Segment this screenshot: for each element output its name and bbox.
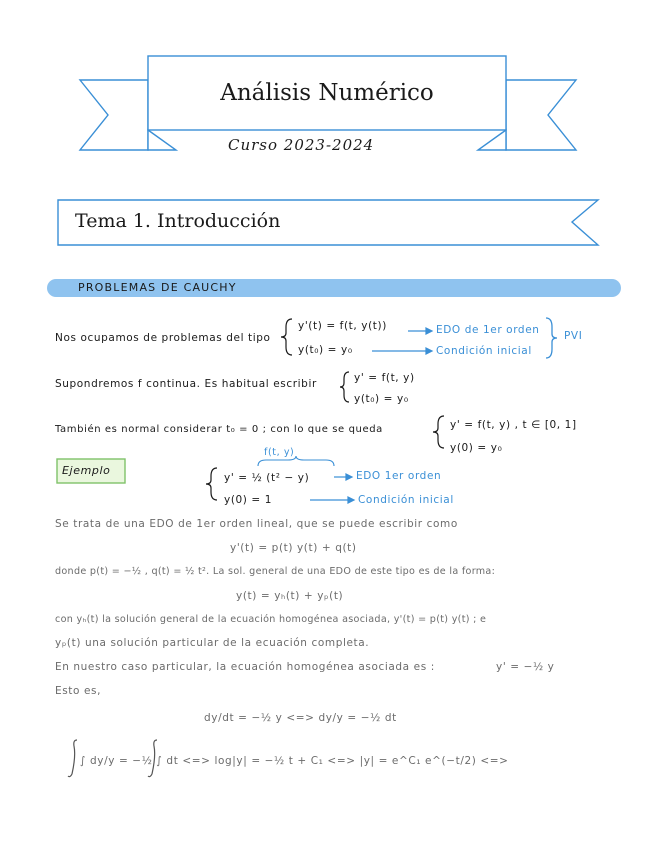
pvi-eq2: y(t₀) = y₀ bbox=[298, 344, 353, 356]
chapter-title: Tema 1. Introducción bbox=[75, 210, 281, 232]
body-line-4: yₚ(t) una solución particular de la ecuación completa. bbox=[55, 637, 370, 649]
example-badge: Ejemplo bbox=[62, 464, 111, 477]
section-title: PROBLEMAS DE CAUCHY bbox=[78, 281, 237, 294]
example-over: f(t, y) bbox=[264, 447, 295, 458]
page-title: Análisis Numérico bbox=[220, 80, 434, 106]
body-line-2: donde p(t) = −½ , q(t) = ½ t². La sol. general de una EDO de este tipo es de la forma: bbox=[55, 566, 496, 577]
pvi-note-ci: Condición inicial bbox=[436, 345, 532, 357]
eq-general: y(t) = yₕ(t) + yₚ(t) bbox=[236, 590, 344, 602]
body-line-1: Se trata de una EDO de 1er orden lineal, que se puede escribir como bbox=[55, 518, 458, 530]
assume-text: Supondremos f continua. Es habitual escribir bbox=[55, 378, 317, 390]
body-line-3: con yₕ(t) la solución general de la ecuación homogénea asociada, y'(t) = p(t) y(t) ; e bbox=[55, 614, 487, 625]
pvi-eq1: y'(t) = f(t, y(t)) bbox=[298, 320, 387, 332]
body-line-6: Esto es, bbox=[55, 685, 102, 697]
body-line-5: En nuestro caso particular, la ecuación homogénea asociada es : bbox=[55, 661, 435, 673]
eq-linear: y'(t) = p(t) y(t) + q(t) bbox=[230, 542, 357, 554]
eq-separable: dy/dt = −½ y <=> dy/y = −½ dt bbox=[204, 712, 397, 724]
pvi-note-edo: EDO de 1er orden bbox=[436, 324, 540, 336]
eq-homogeneous: y' = −½ y bbox=[496, 661, 555, 673]
course-label: Curso 2023-2024 bbox=[228, 136, 375, 154]
assume-eq2: y(t₀) = y₀ bbox=[354, 393, 409, 405]
normal-text: También es normal considerar t₀ = 0 ; con lo que se queda bbox=[55, 424, 383, 435]
pvi-intro: Nos ocupamos de problemas del tipo bbox=[55, 332, 271, 344]
pvi-label: PVI bbox=[564, 330, 583, 342]
example-eq1: y' = ½ (t² − y) bbox=[224, 472, 310, 484]
normal-eq1: y' = f(t, y) , t ∈ [0, 1] bbox=[450, 419, 577, 431]
example-eq2: y(0) = 1 bbox=[224, 494, 273, 506]
normal-eq2: y(0) = y₀ bbox=[450, 442, 503, 454]
eq-integral: ∫ dy/y = −½ ∫ dt <=> log|y| = −½ t + C₁ <=> |y| = e^C₁ e^(−t/2) <=> bbox=[80, 755, 509, 767]
assume-eq1: y' = f(t, y) bbox=[354, 372, 415, 384]
example-note-ci: Condición inicial bbox=[358, 494, 454, 506]
example-note-edo: EDO 1er orden bbox=[356, 470, 442, 482]
